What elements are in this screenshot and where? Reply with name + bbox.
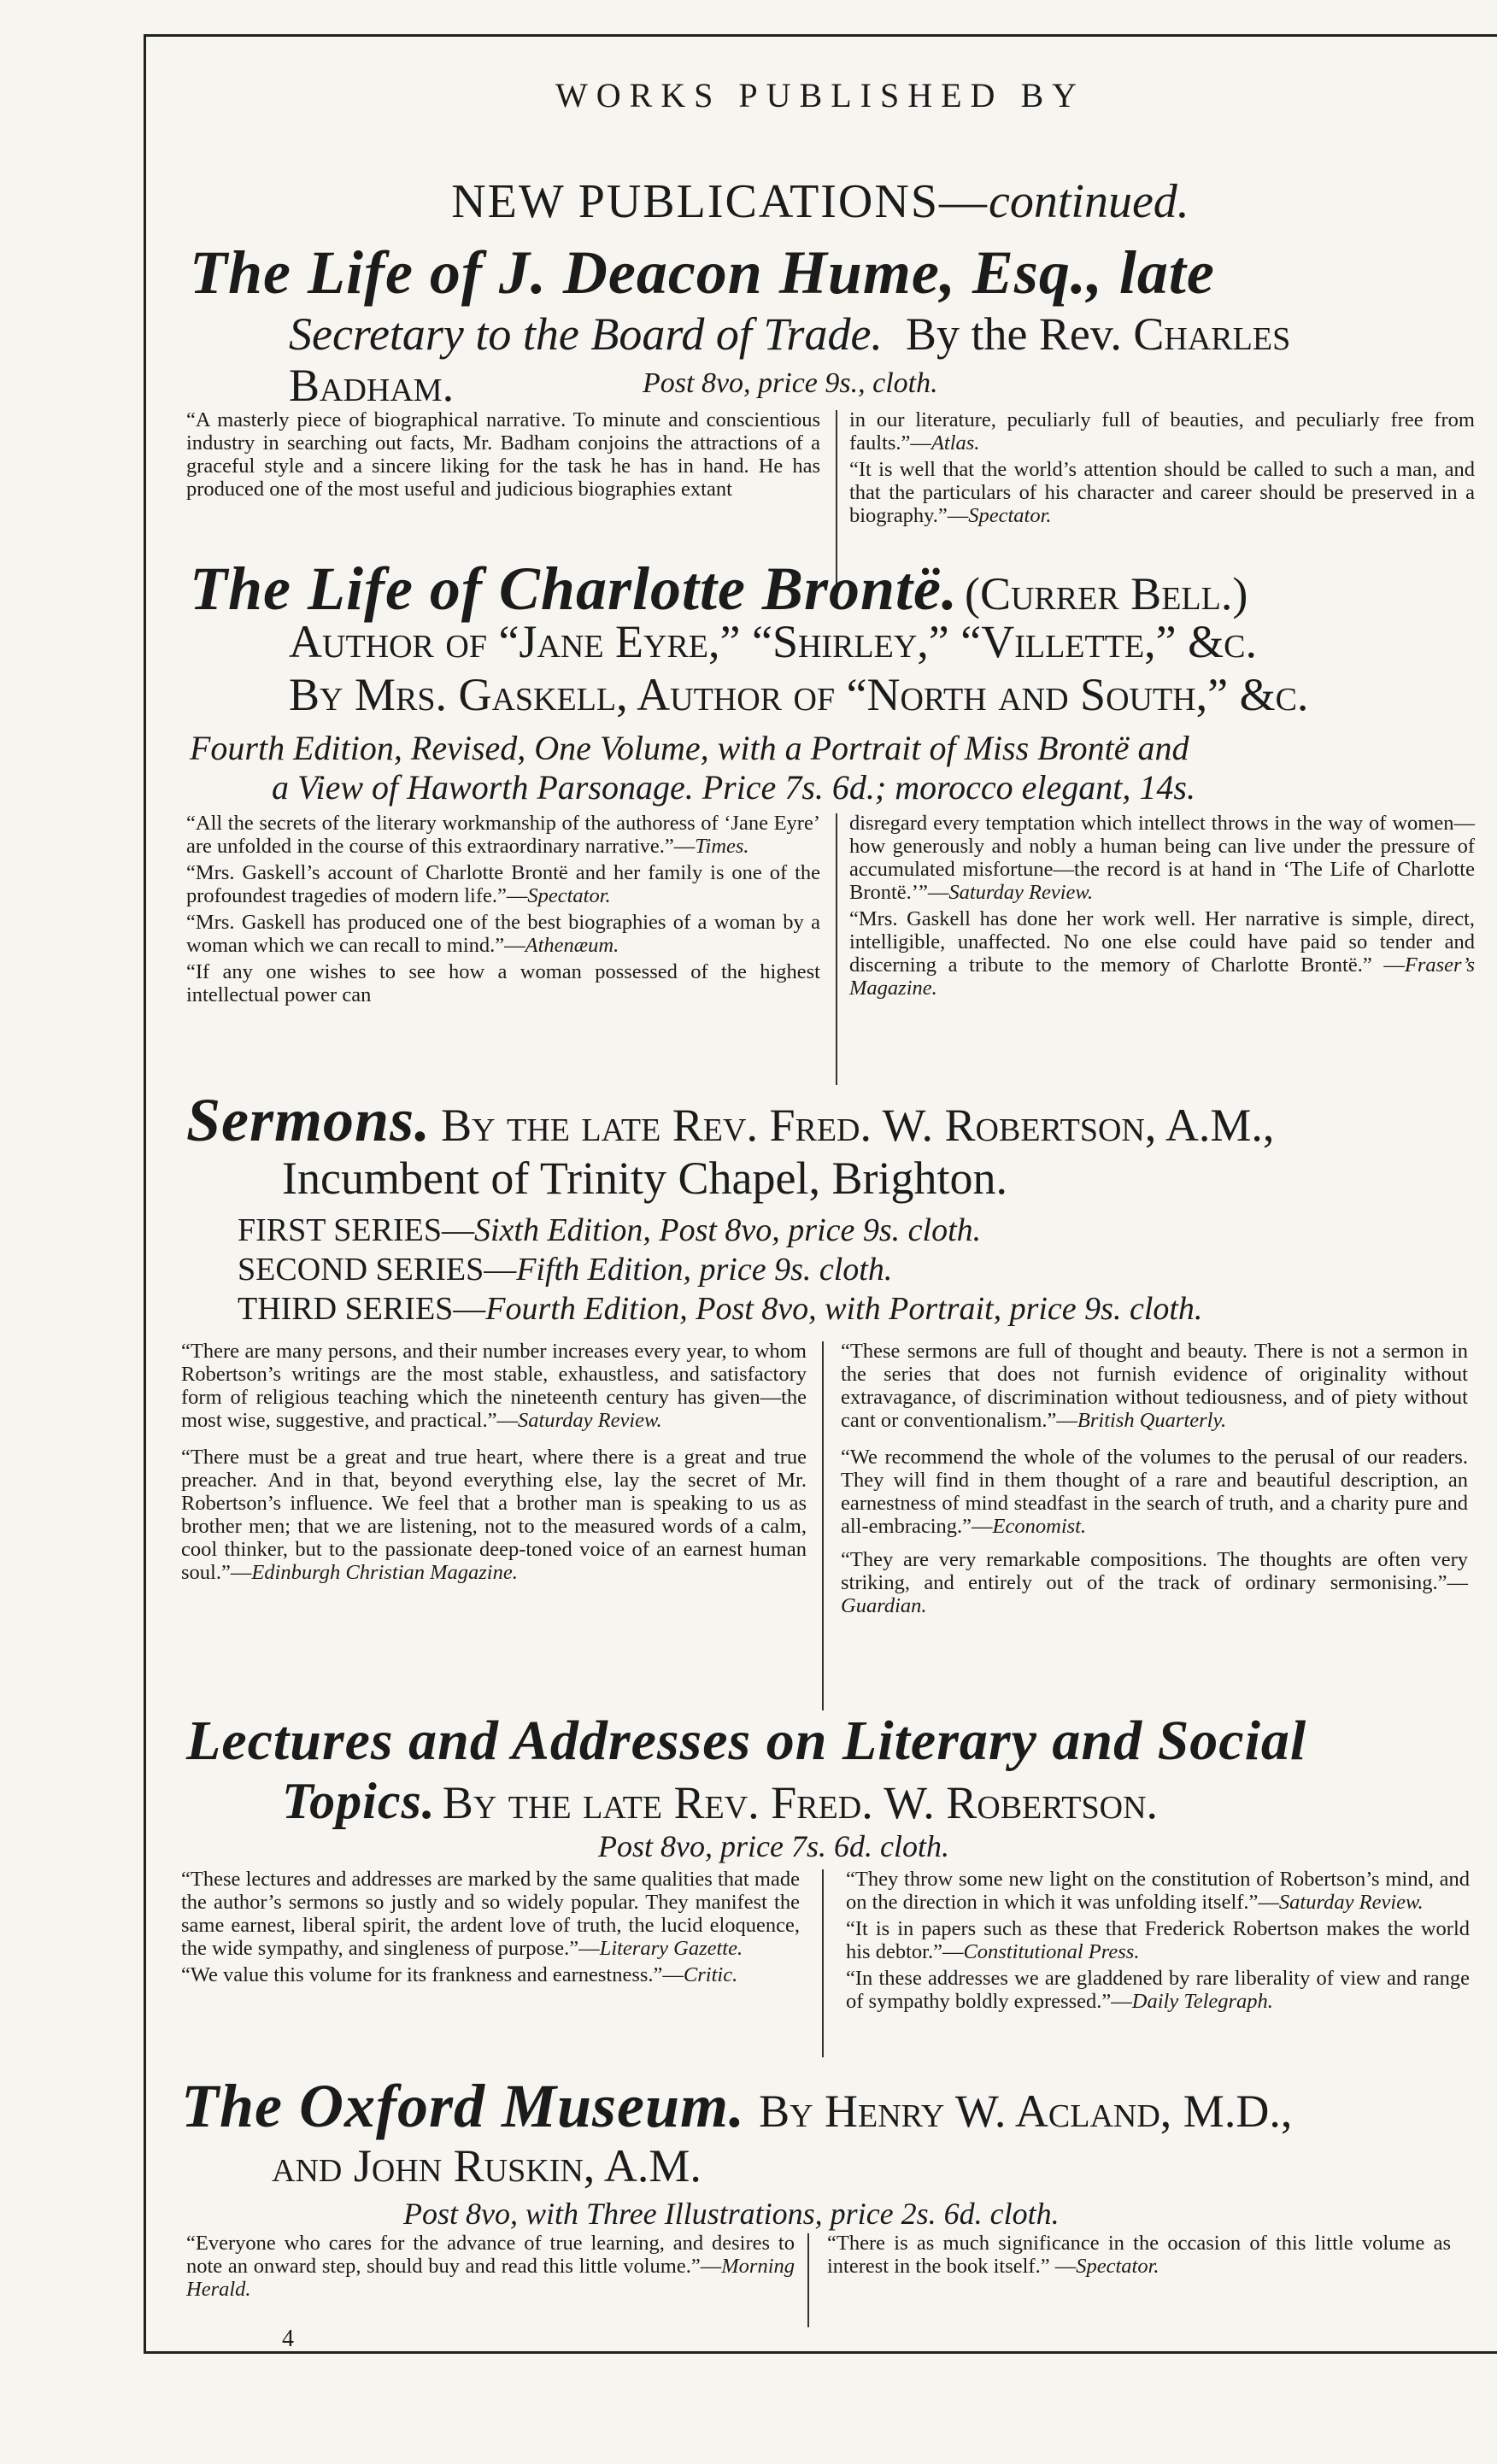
review-text: “These sermons are full of thought and beauty. There is not a sermon in the series that does not furnish evidence of originality without extravagance, of discrimination without tediousness, and of piety without cant or conventionalism.”— [841,1340,1468,1432]
review-source: Critic. [683,1963,738,1986]
oxford-byline: By Henry W. Acland, M.D., [759,2086,1293,2137]
sermons-title: Sermons. [186,1086,431,1154]
lectures-reviews-right [846,1868,1470,2016]
review-source: Times. [695,835,749,858]
review-text: “There are many persons, and their number increases every year, to whom Robertson’s writings are the most stable, exhaustless, and satisfactory form of religious teaching which the nineteenth century has given—the most wise, suggestive, and practical.”— [181,1340,807,1432]
bronte-title: The Life of Charlotte Brontë. [190,554,958,623]
series-detail: Fifth Edition, price 9s. cloth. [516,1252,893,1288]
review-text: “Mrs. Gaskell has done her work well. Her narrative is simple, direct, intelligible, unaffected. No one else could have paid so tender and discerning a tribute to the memory of Charlotte Brontë.” — [849,907,1475,977]
review-text: “They throw some new light on the constitution of Robertson’s mind, and on the direction in which it was unfolding itself.”— [846,1868,1470,1914]
hume-reviews-right [849,408,1475,531]
review-text: “We value this volume for its frankness and earnestness.”— [181,1963,684,1986]
bronte-review-left-4 [186,960,820,1006]
sermons-series-2 [238,1251,892,1288]
review-source: Saturday Review. [517,1409,662,1432]
review-source: Atlas. [930,431,980,455]
review-text: “Mrs. Gaskell has produced one of the best biographies of a woman by a woman which we can recall to mind.”— [186,911,820,957]
hume-author-surname: Badham. [289,360,455,411]
review-source: Guardian. [841,1594,927,1617]
review-text: “A masterly piece of biographical narrative. To minute and conscientious industry in searching out facts, Mr. Badham conjoins the attractions of a graceful style and a sincere liking for the task he has in hand. He has produced one of the most useful and judicious biographies extant [186,408,820,501]
hume-review-left-1 [186,408,820,501]
hume-reviews-left [186,408,820,504]
bronte-review-left-3 [186,911,820,957]
series-detail: Sixth Edition, Post 8vo, price 9s. cloth. [473,1212,982,1248]
lectures-price: Post 8vo, price 7s. 6d. cloth. [598,1829,949,1863]
series-detail: Fourth Edition, Post 8vo, with Portrait, price 9s. cloth. [485,1291,1203,1327]
sermons-review-left-2 [181,1446,807,1584]
lectures-title-line-2 [282,1772,1158,1831]
hume-title-line-2 [289,308,1290,361]
sermons-review-right-1 [841,1340,1468,1432]
review-text: disregard every temptation which intellect throws in the way of women—how generously and nobly a human being can live under the pressure of accumulated misfortune—the record is at hand in ‘The Life of Charlotte Brontë.’”— [849,812,1475,904]
bronte-biographer: By Mrs. Gaskell, Author of “North and South,” &c. [289,669,1309,720]
bronte-review-right-2 [849,907,1475,1000]
oxford-review-right-1 [827,2232,1451,2278]
lectures-review-left-2 [181,1963,800,1986]
bronte-review-left-1 [186,812,820,858]
oxford-title-line [181,2071,1292,2142]
section-heading [144,174,1497,229]
review-text: “If any one wishes to see how a woman possessed of the highest intellectual power can [186,960,820,1006]
lectures-column-divider [822,1869,824,2057]
series-name: SECOND SERIES— [238,1252,517,1288]
sermons-byline: By the late Rev. Fred. W. Robertson, A.M., [441,1100,1275,1151]
review-source: Spectator. [1076,2255,1159,2278]
review-source: Saturday Review. [948,881,1094,904]
section-heading-main: NEW PUBLICATIONS— [451,175,989,228]
review-source: Daily Telegraph. [1131,1990,1273,2013]
oxford-coauthor: and John Ruskin, A.M. [272,2140,702,2191]
sermons-review-left-1 [181,1340,807,1432]
sermons-series-3 [238,1290,1202,1328]
section-heading-continued: continued. [988,175,1189,228]
review-text: “These lectures and addresses are marked by the same qualities that made the author’s sermons so justly and so widely popular. They manifest the same earnest, liberal spirit, the ardent love of truth, the lucid eloquence, the wide sympathy, and singleness of purpose.”— [181,1868,800,1960]
review-text: “It is in papers such as these that Frederick Robertson makes the world his debtor.”— [846,1917,1470,1963]
page-number: 4 [282,2326,294,2352]
bronte-author-line [289,615,1257,668]
oxford-price: Post 8vo, with Three Illustrations, price 2s. 6d. cloth. [403,2197,1060,2231]
sermons-incumbent: Incumbent of Trinity Chapel, Brighton. [282,1153,1007,1204]
bronte-edition-line-1: Fourth Edition, Revised, One Volume, with a Portrait of Miss Brontë and [190,729,1189,767]
sermons-reviews-left [181,1340,807,1587]
lectures-byline: By the late Rev. Fred. W. Robertson. [442,1777,1159,1828]
series-name: THIRD SERIES— [238,1291,486,1327]
lectures-title-topics: Topics. [282,1773,436,1829]
review-text: “All the secrets of the literary workmanship of the authoress of ‘Jane Eyre’ are unfolded in the course of this extraordinary narrative.”— [186,812,820,858]
review-source: Spectator. [968,504,1052,527]
sermons-series-1 [238,1211,981,1249]
review-text: “Everyone who cares for the advance of true learning, and desires to note an onward step, should buy and read this little volume.”— [186,2232,795,2278]
review-source: Morning Herald. [186,2255,795,2301]
review-text: “We recommend the whole of the volumes to the perusal of our readers. They will find in them thought of a rare and beautiful description, an earnestness of mind steadfast in the search of truth, and a charity pure and all-embracing.”— [841,1446,1468,1538]
lectures-review-right-3 [846,1967,1470,2013]
review-source: Athenæum. [525,934,619,957]
oxford-column-divider [807,2233,809,2327]
lectures-review-left-1 [181,1868,800,1960]
oxford-reviews-left [186,2232,795,2304]
bronte-reviews-right [849,812,1475,1003]
bronte-review-right-1 [849,812,1475,904]
review-text: “Mrs. Gaskell’s account of Charlotte Brontë and her family is one of the profoundest tragedies of modern life.”— [186,861,820,907]
sermons-column-divider [822,1341,824,1710]
bronte-title-line [190,554,1248,625]
review-source: Fraser’s Magazine. [849,953,1475,1000]
bronte-byline [289,668,1308,721]
review-text: “There must be a great and true heart, where there is a great and true preacher. And in that, beyond everything else, lay the secret of Mr. Robertson’s influence. We feel that a brother man is speaking to us as brother men; that we are listening, not to the measured words of a calm, cool thinker, but to the passionate deep-toned voice of an earnest human soul.”— [181,1446,807,1584]
bronte-edition-line-2: a View of Haworth Parsonage. Price 7s. 6d.; morocco elegant, 14s. [272,768,1195,807]
review-text: “They are very remarkable compositions. The thoughts are often very striking, and entirely out of the track of ordinary sermonising.”— [841,1548,1468,1594]
oxford-reviews-right [827,2232,1451,2281]
oxford-title: The Oxford Museum. [181,2072,746,2140]
review-text: “In these addresses we are gladdened by rare liberality of view and range of sympathy boldly expressed.”— [846,1967,1470,2013]
lectures-review-right-2 [846,1917,1470,1963]
sermons-reviews-right [841,1340,1468,1621]
running-head: WORKS PUBLISHED BY [555,76,1086,114]
bronte-review-left-2 [186,861,820,907]
top-rule [144,34,1497,37]
review-source: Saturday Review. [1278,1891,1424,1914]
hume-review-right-1 [849,408,1475,455]
hume-title-line-1: The Life of J. Deacon Hume, Esq., late [190,238,1215,307]
review-source: Economist. [992,1515,1087,1538]
bottom-rule [144,2351,1497,2354]
review-text: “It is well that the world’s attention should be called to such a man, and that the particulars of his character and career should be preserved in a biography.”— [849,458,1475,527]
hume-review-right-2 [849,458,1475,527]
oxford-review-left-1 [186,2232,795,2301]
hume-by-rev: By the Rev. [905,308,1122,360]
review-source: Spectator. [527,884,611,907]
hume-office: Secretary to the Board of Trade. [289,308,883,360]
sermons-review-right-3 [841,1548,1468,1617]
hume-author-first: Charles [1133,308,1291,360]
review-source: Constitutional Press. [963,1940,1140,1963]
review-source: British Quarterly. [1077,1409,1227,1432]
hume-price: Post 8vo, price 9s., cloth. [643,367,938,399]
bronte-pseudonym: (Currer Bell.) [964,568,1248,619]
left-rule [144,34,146,2351]
series-name: FIRST SERIES— [238,1212,474,1248]
review-text: in our literature, peculiarly full of beauties, and peculiarly free from faults.”— [849,408,1475,455]
sermons-review-right-2 [841,1446,1468,1538]
review-text: “There is as much significance in the occasion of this little volume as interest in the book itself.” — [827,2232,1451,2278]
bronte-reviews-left [186,812,820,1010]
sermons-title-line [186,1085,1274,1156]
lectures-reviews-left [181,1868,800,1990]
lectures-title-line-1: Lectures and Addresses on Literary and Social [186,1710,1307,1772]
lectures-review-right-1 [846,1868,1470,1914]
bronte-works: Author of “Jane Eyre,” “Shirley,” “Villette,” &c. [289,616,1257,667]
bronte-column-divider [836,813,837,1085]
review-source: Literary Gazette. [599,1937,743,1960]
review-source: Edinburgh Christian Magazine. [251,1561,518,1584]
